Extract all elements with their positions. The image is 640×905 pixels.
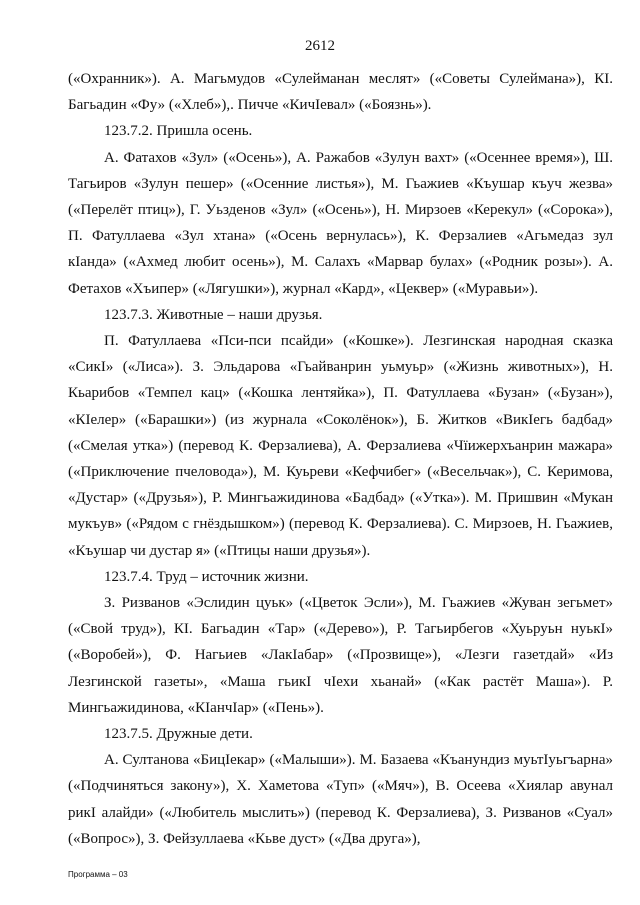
- paragraph: А. Султанова «БицIекар» («Малыши»). М. Базаева «Къанундиз муьтIуьгъарна» («Подчиняться закону»), Х. Хаметова «Туп» («Мяч»), В. Осеева «Хиялар авунал рикI алайди» («Любитель мыслить») (перевод К. Ферзалиева), З. Ризванов «Суал» («Вопрос»), З. Фейзуллаева «Кьве дуст» («Два друга»),: [68, 752, 613, 847]
- section-heading: 123.7.3. Животные – наши друзья.: [104, 306, 323, 323]
- page-number: 2612: [305, 38, 335, 54]
- paragraph: П. Фатуллаева «Пси-пси псайди» («Кошке»). Лезгинская народная сказка «СикI» («Лиса»). З. Эльдарова «Гьайванрин уьмуьр» («Жизнь животных»), Н. Кьарибов «Темпел кац» («Кошка лентяйка»), П. Фатуллаева «Бузан» («Бузан»), «КIелер» («Барашки») (из журнала «Соколёнок»), Б. Житков «ВикIегь бадбад» («Смелая утка») (перевод К. Ферзалиева), А. Ферзалиева «Чïижерхъанрин мажара» («Приключение пчеловода»), М. Куьреви «Кефчибег» («Весельчак»), С. Керимова, «Дустар» («Друзья»), Р. Мингьажидинова «Бадбад» («Утка»). М. Пришвин «Мукан мукъув» («Рядом с гнёздышком») (перевод К. Ферзалиева). С. Мирзоев, Н. Гьажиев, «Къушар чи дустар я» («Птицы наши друзья»).: [68, 333, 613, 559]
- body-text: [68, 66, 613, 852]
- paragraph: («Охранник»). А. Магьмудов «Сулейманан меслят» («Советы Сулеймана»), КI. Багьадин «Фу» («Хлеб»),. Пичче «КичIевал» («Боязнь»).: [68, 71, 613, 114]
- section-heading: 123.7.2. Пришла осень.: [104, 123, 253, 140]
- footer-label: Программа – 03: [68, 870, 128, 879]
- paragraph: А. Фатахов «Зул» («Осень»), А. Ражабов «Зулун вахт» («Осеннее время»), Ш. Тагьиров «Зулун пешер» («Осенние листья»), М. Гьажиев «Къушар къуч жезва» («Перелёт птиц»), Г. Уьзденов «Зул» («Осень»), Н. Мирзоев «Керекул» («Сорока»), П. Фатуллаева «Зул хтана» («Осень вернулась»), К. Ферзалиев «Агьмедаз зул кIанда» («Ахмед любит осень»), М. Салахъ «Марвар булах» («Родник розы»). А. Фетахов «Хъипер» («Лягушки»), журнал «Кард», «Цеквер» («Муравьи»).: [68, 149, 613, 297]
- section-heading: 123.7.4. Труд – источник жизни.: [104, 568, 309, 585]
- section-heading: 123.7.5. Дружные дети.: [104, 726, 253, 743]
- paragraph: З. Ризванов «Эслидин цуьк» («Цветок Эсли»), М. Гьажиев «Жуван зегьмет» («Свой труд»), КI. Багьадин «Тар» («Дерево»), Р. Тагьирбегов «Хуьруьн нуькI» («Воробей»), Ф. Нагьиев «ЛакIабар» («Прозвище»), «Лезги газетдай» «Из Лезгинской газеты», «Маша гьикI чIехи хьанай» («Как растёт Маша»). Р. Мингьажидинова, «КIанчIар» («Пень»).: [68, 595, 613, 716]
